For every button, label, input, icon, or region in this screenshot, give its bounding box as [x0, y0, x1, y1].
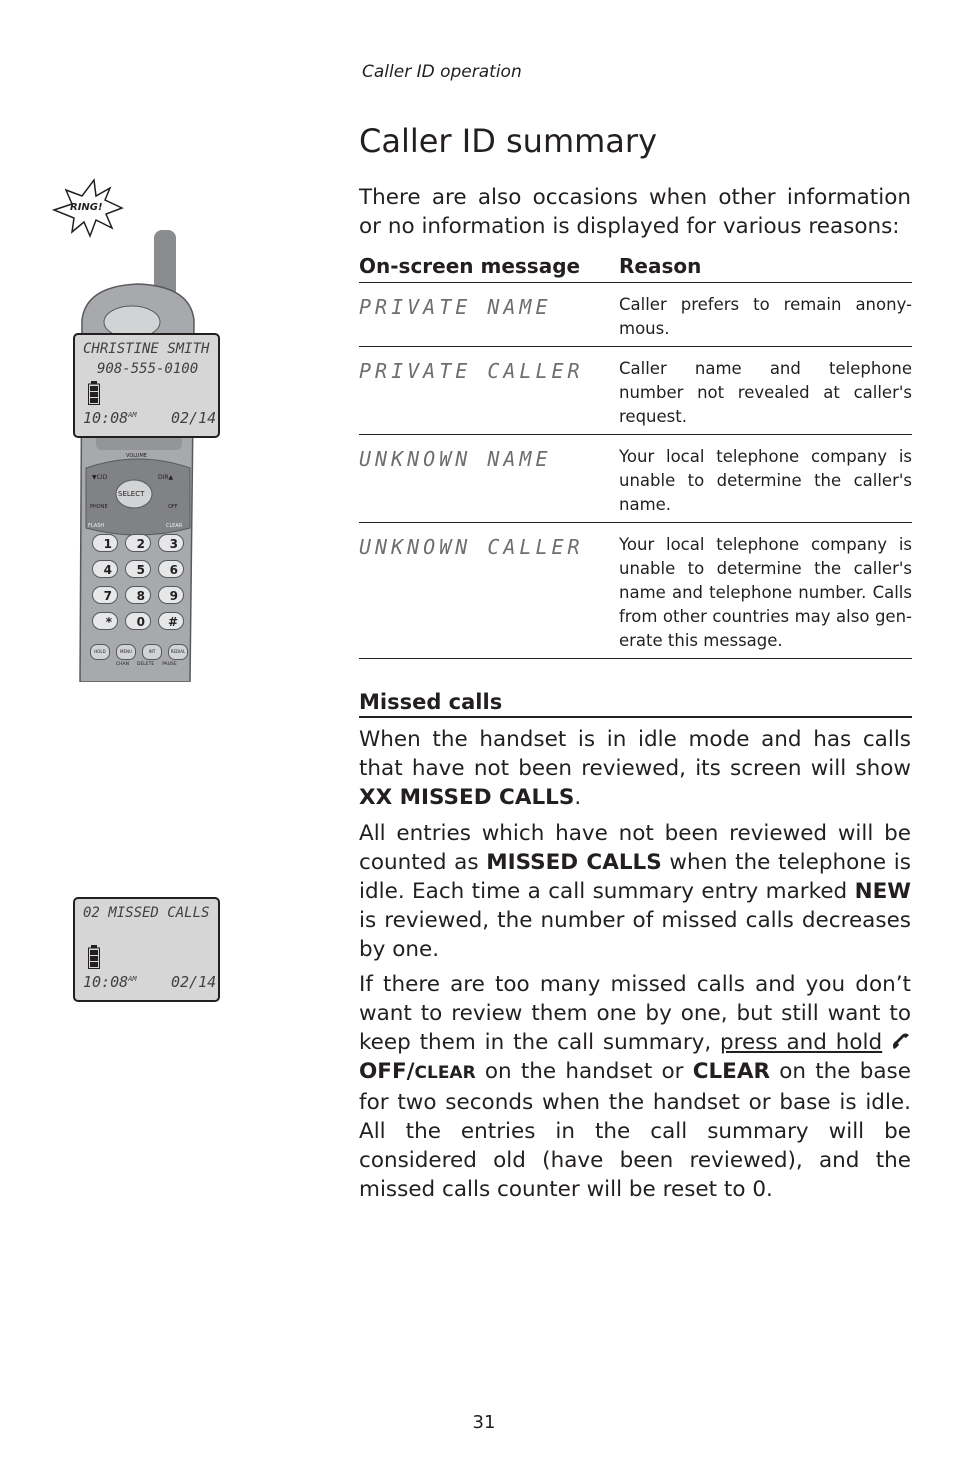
- ring-starburst-icon: [50, 178, 126, 238]
- reason-text: Your local telephone company is unable to determine the caller's name.: [619, 435, 912, 523]
- col-header-message: On-screen message: [359, 254, 619, 283]
- soft-key: INT: [142, 644, 162, 660]
- lcd-date: 02/14: [171, 973, 217, 991]
- keypad-key: 3: [158, 534, 184, 552]
- reason-text: Your local telephone company is unable to determine the caller's name and telephone number. Calls from other countries may also gen-erate this message.: [619, 523, 912, 659]
- select-key-label: SELECT: [118, 490, 145, 498]
- flash-key-label: FLASH: [88, 523, 105, 529]
- bottom-key-label: PAUSE: [162, 662, 177, 667]
- emphasis-text: XX MISSED CALLS: [359, 785, 575, 810]
- text-run: is reviewed, the number of missed calls decreases by one.: [359, 908, 911, 962]
- emphasis-text: NEW: [854, 879, 911, 904]
- onscreen-message: PRIVATE CALLER: [359, 347, 619, 435]
- handset-lcd-screen: [73, 333, 220, 438]
- text-run: When the handset is in idle mode and has calls that have not been reviewed, its screen will show: [359, 727, 911, 781]
- text-run: on the base for two seconds when the handset or base is idle. All the entries in the call summary will be considered old (have been reviewed), and the missed calls counter will be reset to 0.: [359, 1059, 911, 1202]
- text-run: All entries which have not been reviewed will be counted as: [359, 821, 911, 875]
- emphasis-text: CLEAR: [692, 1059, 771, 1084]
- table-row: [359, 283, 912, 347]
- missed-calls-heading: Missed calls: [359, 690, 912, 718]
- keypad-key: 8: [125, 586, 151, 604]
- onscreen-message: PRIVATE NAME: [359, 283, 619, 347]
- table-row: [359, 347, 912, 435]
- col-header-reason: Reason: [619, 254, 912, 283]
- missed-calls-lcd-screen: [73, 897, 220, 1002]
- lcd-ampm: AM: [128, 411, 137, 419]
- page-number: 31: [472, 1412, 496, 1433]
- battery-icon: [88, 381, 100, 409]
- keypad-key: 9: [158, 586, 184, 604]
- lcd-time-value: 10:08: [83, 973, 129, 991]
- clear-key-label: CLEAR: [166, 523, 183, 529]
- keypad-key: *: [92, 612, 118, 630]
- soft-key: HOLD: [90, 644, 110, 660]
- lcd-caller-number: 908-555-0100: [97, 361, 199, 377]
- bottom-key-label: CHAN: [116, 662, 129, 667]
- soft-key: REDIAL: [168, 644, 188, 660]
- keypad-key: 2: [125, 534, 151, 552]
- running-header: Caller ID operation: [362, 62, 522, 82]
- soft-keys: [90, 644, 190, 660]
- keypad-key: 1: [92, 534, 118, 552]
- soft-key: MENU: [116, 644, 136, 660]
- caller-id-table: [359, 254, 912, 659]
- text-run: If there are too many missed calls and you don’t want to review them one by one, but still want to keep them in the call summary,: [359, 972, 911, 1055]
- keypad-key: 0: [125, 612, 151, 630]
- text-run: when the telephone is idle. Each time a call summary entry marked: [359, 850, 911, 904]
- page-title: Caller ID summary: [359, 122, 657, 160]
- cid-key-label: ▼CID: [92, 474, 108, 481]
- handset-illustration: [78, 230, 198, 682]
- handset-off-icon: [891, 1030, 911, 1055]
- table-row: [359, 435, 912, 523]
- intro-paragraph: There are also occasions when other information or no information is displayed for various reasons:: [359, 185, 911, 239]
- ring-label: RING!: [70, 202, 103, 213]
- keypad-key: #: [158, 612, 184, 630]
- emphasis-text: MISSED CALLS: [486, 850, 662, 875]
- missed-calls-paragraph-2: [359, 819, 911, 964]
- bottom-key-labels: [116, 662, 177, 667]
- lcd-missed-calls-text: 02 MISSED CALLS: [83, 905, 210, 921]
- keypad: [92, 534, 184, 630]
- keypad-key: 6: [158, 560, 184, 578]
- missed-calls-paragraph-1: [359, 725, 911, 812]
- keypad-key: 4: [92, 560, 118, 578]
- lcd-time-value: 10:08: [83, 409, 129, 427]
- text-run: .: [574, 785, 582, 810]
- onscreen-message: UNKNOWN CALLER: [359, 523, 619, 659]
- key-name-clear: CLEAR: [414, 1063, 476, 1083]
- lcd-caller-name: CHRISTINE SMITH: [83, 341, 210, 357]
- underlined-text: press and hold: [720, 1030, 883, 1055]
- phone-key-label: PHONE: [90, 504, 108, 510]
- volume-label: VOLUME: [126, 453, 147, 459]
- keypad-key: 7: [92, 586, 118, 604]
- onscreen-message: UNKNOWN NAME: [359, 435, 619, 523]
- dir-key-label: DIR▲: [158, 474, 174, 481]
- key-name-off: OFF/: [359, 1059, 415, 1084]
- lcd-date: 02/14: [171, 409, 217, 427]
- lcd-time: [83, 973, 137, 991]
- lcd-time: [83, 409, 137, 427]
- keypad-key: 5: [125, 560, 151, 578]
- text-run: on the handset or: [475, 1059, 693, 1084]
- bottom-key-label: DELETE: [136, 662, 155, 667]
- missed-calls-paragraph-3: [359, 970, 911, 1204]
- table-row: [359, 523, 912, 659]
- off-key-label: OFF: [168, 504, 178, 510]
- battery-icon: [88, 945, 100, 973]
- lcd-ampm: AM: [128, 975, 137, 983]
- table-header-row: [359, 254, 912, 283]
- reason-text: Caller prefers to remain anony-mous.: [619, 283, 912, 347]
- reason-text: Caller name and telephone number not revealed at caller's request.: [619, 347, 912, 435]
